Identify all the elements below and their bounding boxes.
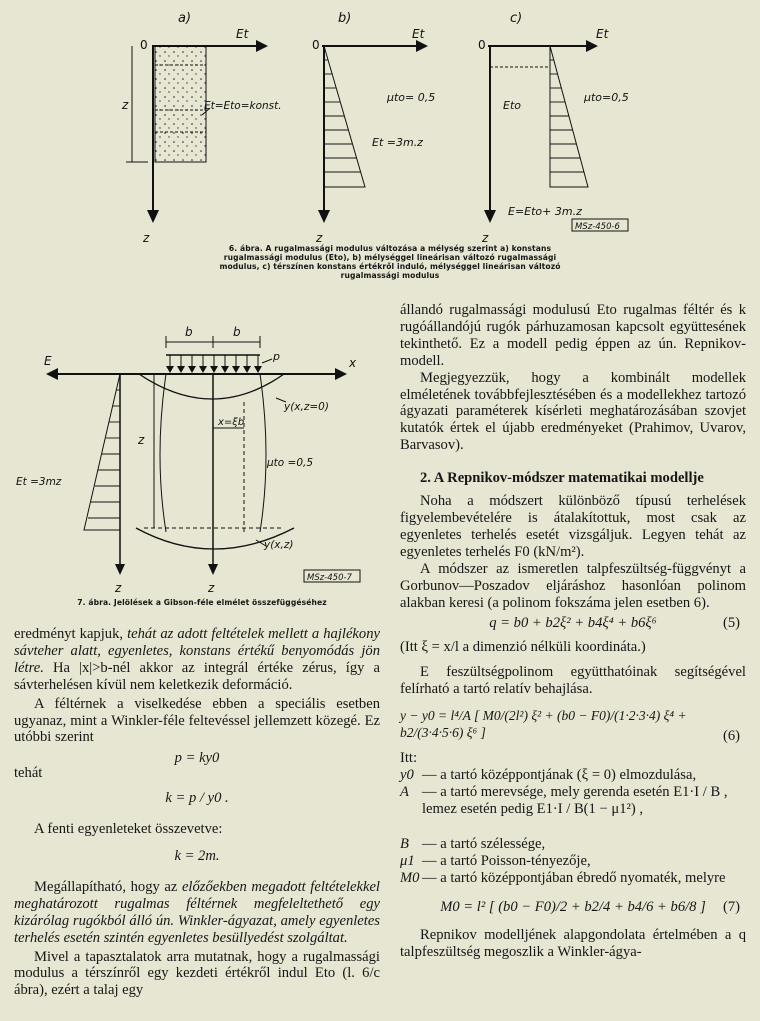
eq-7-number: (7) (722, 898, 740, 915)
figure-7 (14, 316, 386, 596)
right-heading: 2. A Repnikov-módszer matematikai modellje (420, 470, 704, 487)
left-eq-k2: k = 2m. (174, 847, 220, 864)
right-p4: A módszer az ismeretlen talpfeszültség-függvényt a Gorbunov—Poszadov eljáráshoz hasonlóan polinom alakban keresi (a polinom fokszáma jelen esetben 6). (400, 560, 746, 611)
fig6-stamp: MSz-450-6 (575, 222, 620, 232)
figure-6 (100, 5, 660, 243)
fig6-axis-z-a: z (143, 231, 150, 243)
itt-label: Itt: (400, 750, 418, 767)
eq-5: q = b0 + b2ξ² + b4ξ⁴ + b6ξ⁶ (489, 615, 657, 632)
fig6-panel-a-soil (155, 46, 206, 162)
def-mu1: μ1 — a tartó Poisson-tényezője, (400, 852, 591, 869)
fig7-load-p: p (273, 350, 280, 363)
left-tehat: tehát (14, 765, 43, 782)
fig7-stamp: MSz-450-7 (307, 573, 352, 583)
fig6-origin-c: 0 (478, 38, 486, 52)
fig6-panel-b-label: b) (338, 11, 352, 26)
fig7-et-triangle (84, 374, 120, 530)
left-eq-k: k = p / y0 . (165, 790, 229, 807)
fig6-axis-x-a: Et (236, 27, 249, 41)
left-p3: A fenti egyenleteket összevetve: (34, 821, 223, 838)
figure-6-caption: 6. ábra. A rugalmassági modulus változása a mélység szerint a) konstans rugalmassági modulus (Eto), b) mélységgel lineárisan változó rugalmassági modulus, c) térszínen konstans értékről induló, mélységgel lineárisan változó rugalmassági modulus (219, 244, 561, 280)
fig6-panel-c-mu: μto=0,5 (584, 91, 629, 104)
def-b: B — a tartó szélessége, (400, 835, 546, 852)
figure-7-caption: 7. ábra. Jelölések a Gibson-féle elmélet összefüggéséhez (77, 598, 327, 607)
def-m0: M0 — a tartó középpontjában ébredő nyomaték, melyre (400, 869, 726, 886)
fig7-axis-x: x (349, 356, 357, 370)
fig6-depth-a: z (122, 98, 129, 112)
eq-5-number: (5) (722, 615, 740, 632)
fig7-axis-z-left: z (115, 581, 122, 595)
left-p4: Megállapítható, hogy az előzőekben megadott feltételekkel meghatározott rugalmas féltérnek megfeleltethető egy kizárólag rugókból álló ún. Winkler-ágyazat, amely egyenletes terhelés esetén szintén egyenletes besüllyedést szolgáltat. (14, 878, 380, 946)
fig7-et-label: Et =3mz (16, 476, 62, 488)
right-p3: Noha a módszert különböző típusú terhelések figyelembevételére is átalakítottuk, most csak az egyenletes terhelés esetét vizsgáljuk. Legyen tehát az egyenletes terhelés F0 (kN/m²). (400, 493, 746, 560)
fig6-axis-x-c: Et (596, 27, 609, 41)
fig7-axis-z-center: z (208, 581, 215, 595)
fig6-panel-b-note: Et =3m.z (372, 136, 423, 149)
right-p6: Repnikov modelljének alapgondolata értelmében a q talpfeszültség megoszlik a Winkler-ágya- (400, 926, 746, 960)
right-p5: E feszültségpolinom együtthatóinak segítségével felírható a tartó relatív behajlása. (400, 664, 746, 698)
fig7-load-b-left: b (185, 325, 193, 339)
fig7-load-b-right: b (233, 325, 241, 339)
def-a: A — a tartó merevsége, mely gerenda esetén E1·I / B , lemez esetén pedig E1·I / B(1 − μ1²) , (400, 783, 728, 817)
fig6-origin-a: 0 (140, 38, 148, 52)
fig7-mu: μto =0,5 (267, 457, 314, 469)
right-p1: állandó rugalmassági modulusú Eto rugalmas féltér és k rugóállandójú rugók párhuzamosan kapcsolt együttesének tekinthető. Ez a modell pedig éppen az ún. Repnikov-modell. (400, 302, 746, 369)
fig7-curve-top-label: y(x,z=0) (284, 401, 329, 413)
left-column (14, 626, 380, 999)
fig6-panel-b-mu: μto= 0,5 (387, 91, 436, 104)
left-p2: A féltérnek a viselkedése ebben a speciális esetben ugyanaz, mint a Winkler-féle feltevéssel jellemzett közegé. Ez utóbbi szerint (14, 695, 380, 746)
def-y0: y0 — a tartó középpontjának (ξ = 0) elmozdulása, (400, 767, 697, 784)
itt-note: (Itt ξ = x/l a dimenzió nélküli koordináta.) (400, 639, 646, 656)
left-p5: Mivel a tapasztalatok arra mutatnak, hogy a rugalmassági modulus a térszínről egy kezdeti értékről indul Eto (l. 6/c ábra), ezért a talaj egy (14, 948, 380, 999)
right-column (400, 302, 746, 960)
right-p2: Megjegyezzük, hogy a kombinált modellek elméletének továbbfejlesztésében és a modellekhez tartozó ágyazati paraméterek kísérleti meghatározásában szovjet kutatók értek el újabb eredményeket (Prahimov, Uvarov, Barvasov). (400, 369, 746, 454)
fig7-x-label: x=ξb (218, 417, 245, 428)
eq-6: y − y0 = l⁴/A [ M0/(2l²) ξ² + (b0 − F0)/(1·2·3·4) ξ⁴ + b2/(3·4·5·6) ξ⁶ ] (400, 708, 687, 741)
fig6-panel-a-label: a) (178, 11, 192, 26)
fig6-panel-c-label: c) (510, 11, 523, 26)
fig6-axis-z-b: z (316, 231, 323, 243)
fig7-axis-e: E (44, 354, 52, 368)
fig6-panel-c-eto: Eto (503, 99, 521, 112)
fig6-panel-b-triangle (324, 46, 365, 187)
fig6-panel-c-trapezoid (550, 46, 588, 187)
fig7-curve-bottom-label: y(x,z) (264, 539, 294, 551)
fig6-axis-z-c: z (482, 231, 489, 243)
fig6-axis-x-b: Et (412, 27, 425, 41)
definitions-list (400, 767, 746, 887)
left-eq-p: p = ky0 (174, 750, 220, 767)
eq-6-number: (6) (722, 728, 740, 745)
fig6-origin-b: 0 (312, 38, 320, 52)
eq-7: M0 = l² [ (b0 − F0)/2 + b2/4 + b4/6 + b6/8 ] (440, 898, 706, 915)
fig6-panel-c-note: E=Eto+ 3m.z (508, 205, 582, 218)
fig7-depth: z (138, 433, 145, 447)
left-p1: eredményt kapjuk, tehát az adott feltételek mellett a hajlékony sávteher alatt, egyenletes, konstans értékű benyomódás jön létre. Ha |x|>b-nél akkor az integrál értéke zérus, így a sávterhelésen kívül nem keletkezik deformáció. (14, 626, 380, 693)
fig6-panel-a-note: Et=Eto=konst. (204, 100, 282, 112)
